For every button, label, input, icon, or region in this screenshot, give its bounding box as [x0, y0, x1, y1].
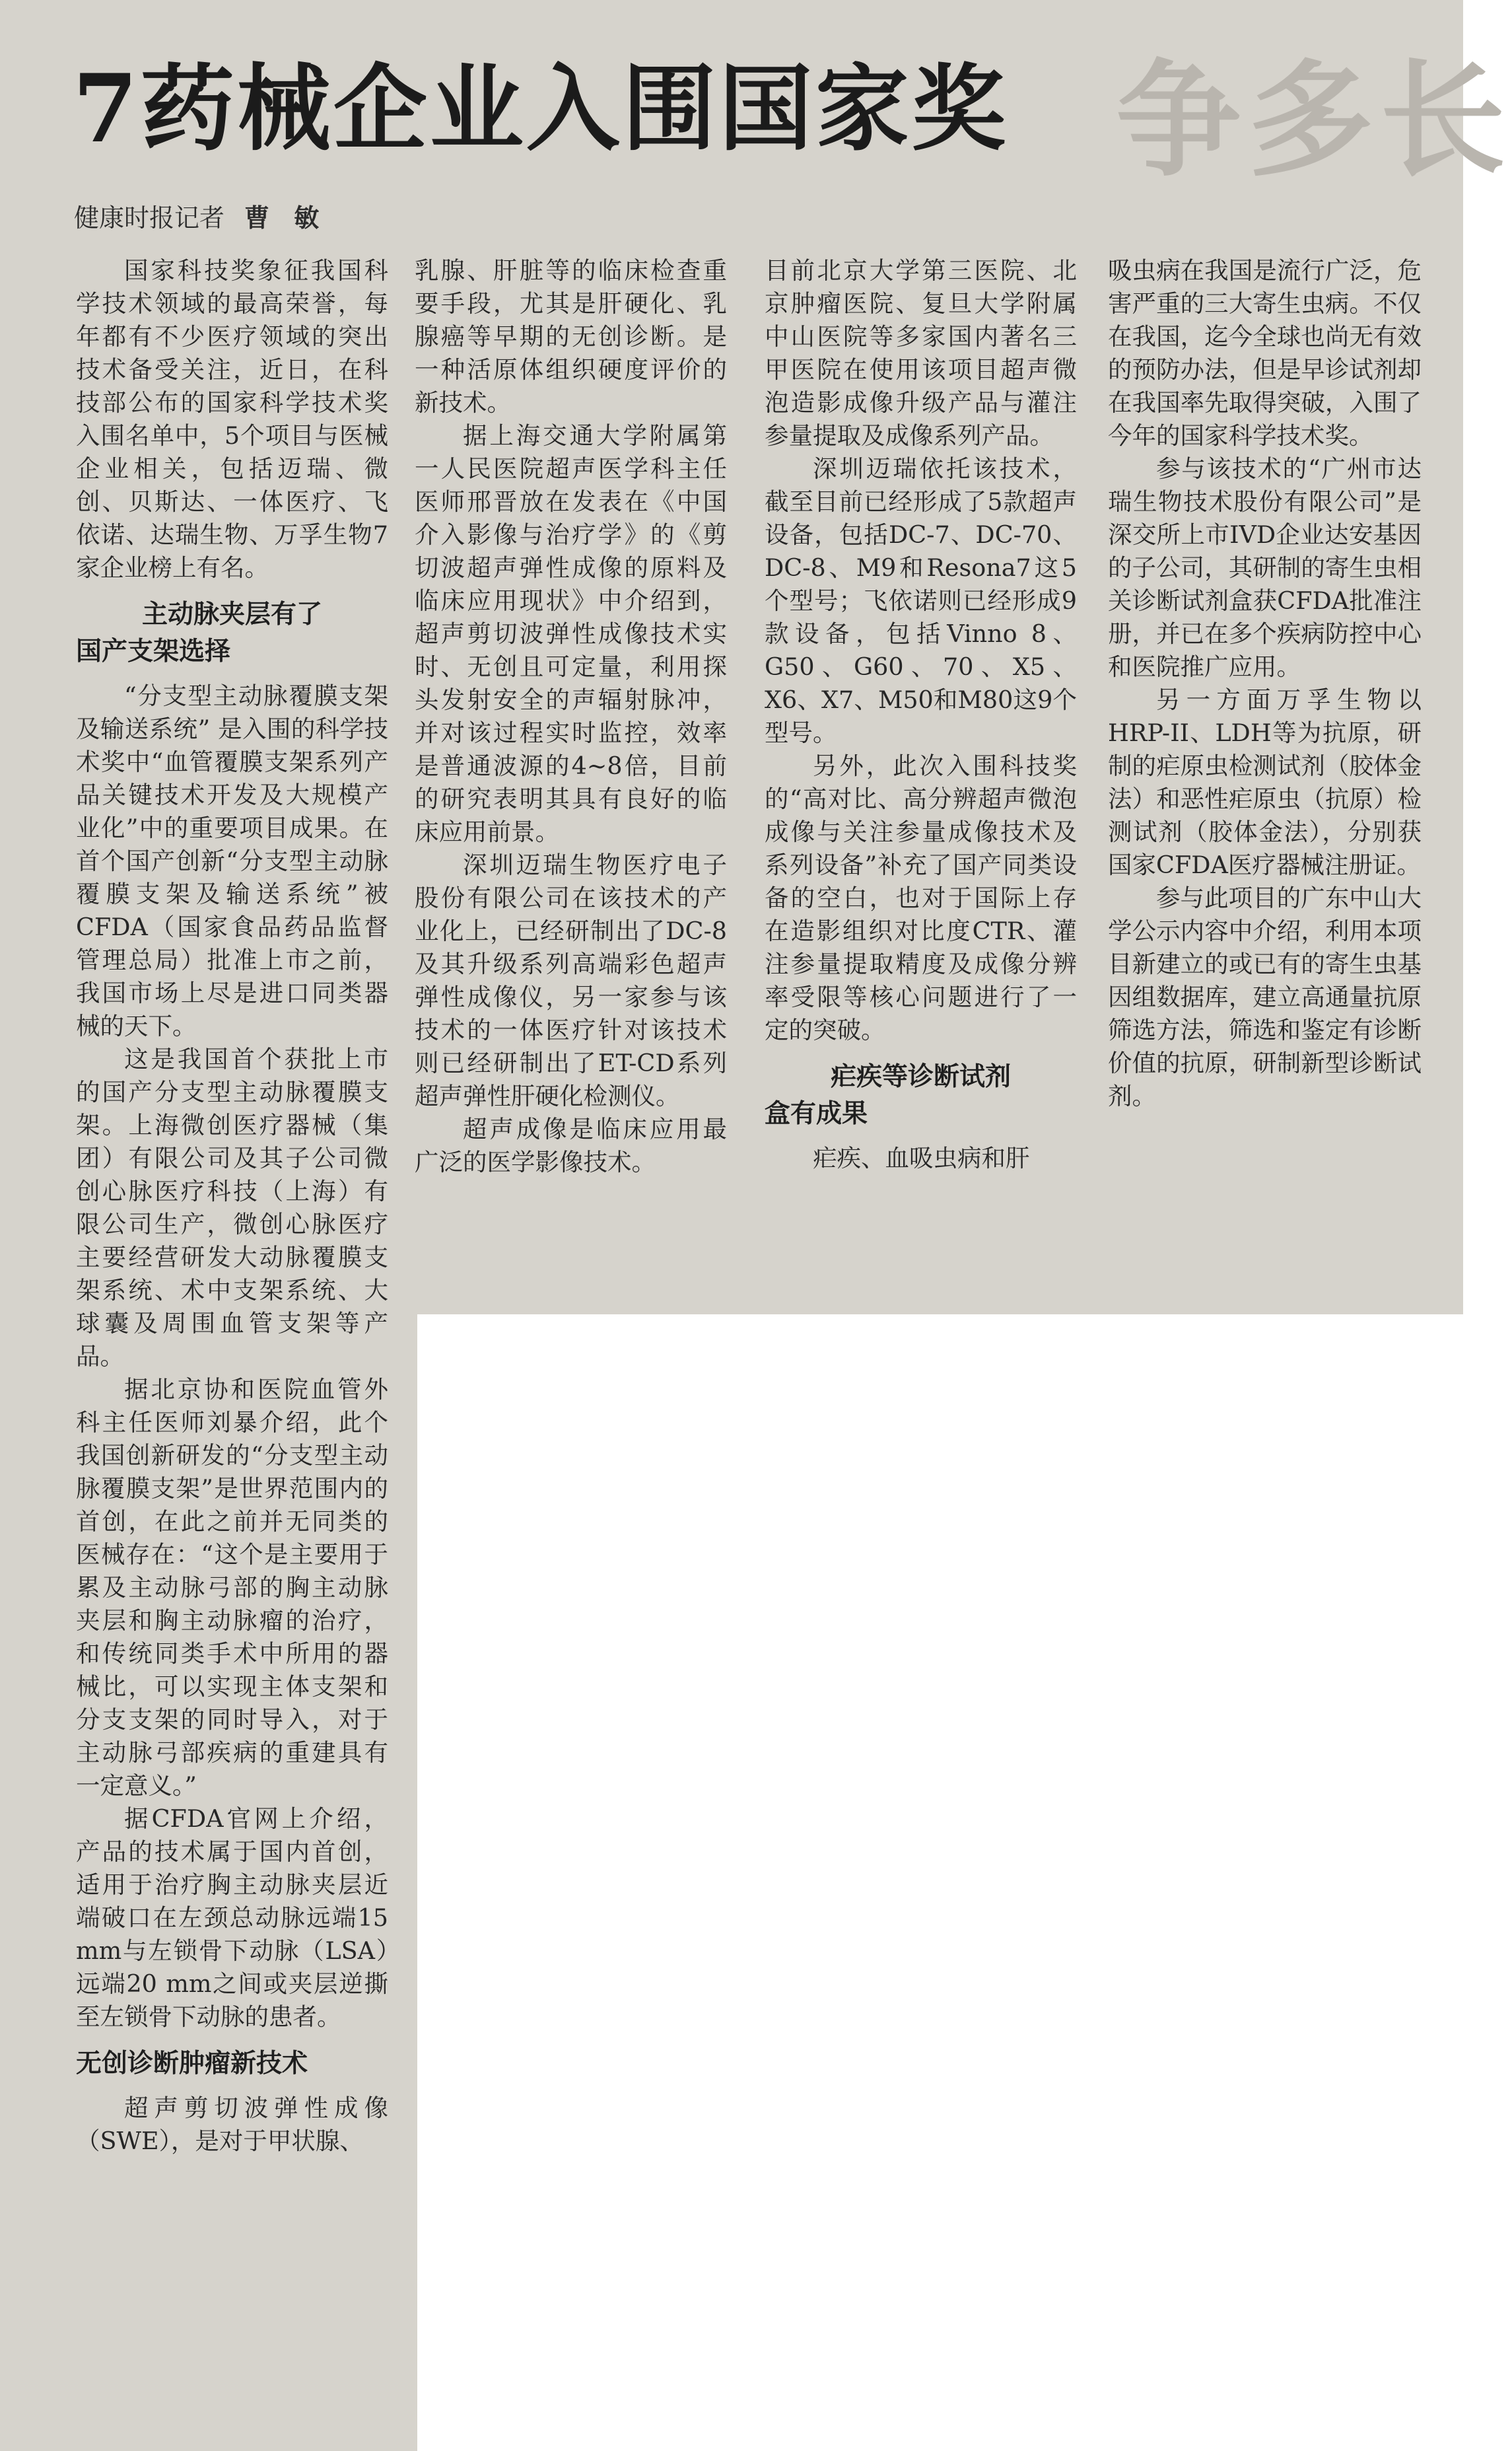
- paragraph: 国家科技奖象征我国科学技术领域的最高荣誉，每年都有不少医疗领域的突出技术备受关注，近日，在科技部公布的国家科学技术奖入围名单中，5个项目与医械企业相关，包括迈瑞、微创、贝斯达、一体医疗、飞依诺、达瑞生物、万孚生物7家企业榜上有名。: [76, 256, 388, 582]
- paragraph: 疟疾、血吸虫病和肝: [813, 1144, 1030, 1172]
- paragraph: 乳腺、肝脏等的临床检查重要手段，尤其是肝硬化、乳腺癌等早期的无创诊断。是一种活原体组织硬度评价的新技术。: [415, 256, 727, 417]
- paragraph: 超声剪切波弹性成像（SWE），是对于甲状腺、: [76, 2094, 388, 2155]
- paragraph: 超声成像是临床应用最广泛的医学影像技术。: [415, 1115, 727, 1176]
- subheading-noninvasive-diagnosis: 无创诊断肿瘤新技术: [76, 2049, 308, 2078]
- paragraph: 深圳迈瑞依托该技术，截至目前已经形成了5款超声设备，包括DC-7、DC-70、DC-8、M9和Resona7这5个型号；飞依诺则已经形成9款设备，包括Vinno 8、G50、G60、70、X5、X6、X7、M50和M80这9个型号。: [765, 454, 1077, 747]
- paragraph: 这是我国首个获批上市的国产分支型主动脉覆膜支架。上海微创医疗器械（集团）有限公司及其子公司微创心脉医疗科技（上海）有限公司生产，微创心脉医疗主要经营研发大动脉覆膜支架系统、术中支架系统、大球囊及周围血管支架等产品。: [76, 1045, 388, 1370]
- article-headline: 7药械企业入围国家奖: [73, 54, 1008, 164]
- paragraph: 另外，此次入围科技奖的“高对比、高分辨超声微泡成像与关注参量成像技术及系列设备”补充了国产同类设备的空白，也对于国际上存在造影组织对比度CTR、灌注参量提取精度及成像分辨率受限等核心问题进行了一定的突破。: [765, 752, 1077, 1044]
- article-column-1: [76, 254, 388, 2158]
- paragraph: “分支型主动脉覆膜支架及输送系统” 是入围的科学技术奖中“血管覆膜支架系列产品关键技术开发及大规模产业化”中的重要项目成果。在首个国产创新“分支型主动脉覆膜支架及输送系统”被CFDA（国家食品药品监督管理总局）批准上市之前，我国市场上尽是进口同类器械的天下。: [76, 682, 388, 1040]
- byline-author: 曹 敏: [244, 203, 327, 232]
- paragraph: 目前北京大学第三医院、北京肿瘤医院、复旦大学附属中山医院等多家国内著名三甲医院在使用该项目超声微泡造影成像升级产品与灌注参量提取及成像系列产品。: [765, 256, 1077, 450]
- paragraph: 另一方面万孚生物以HRP-II、LDH等为抗原，研制的疟原虫检测试剂（胶体金法）和恶性疟原虫（抗原）检测试剂（胶体金法），分别获国家CFDA医疗器械注册证。: [1108, 686, 1422, 879]
- adjacent-headline-bleed: 争多长: [1116, 46, 1512, 194]
- byline: [74, 199, 327, 236]
- paragraph: 据上海交通大学附属第一人民医院超声医学科主任医师邢晋放在发表在《中国介入影像与治疗学》的《剪切波超声弹性成像的原料及临床应用现状》中介绍到，超声剪切波弹性成像技术实时、无创且可定量，利用探头发射安全的声辐射脉冲，并对该过程实时监控，效率是普通波源的4~8倍，目前的研究表明其具有良好的临床应用前景。: [415, 421, 727, 846]
- paragraph: 深圳迈瑞生物医疗电子股份有限公司在该技术的产业化上，已经研制出了DC-8及其升级系列高端彩色超声弹性成像仪，另一家参与该技术的一体医疗针对该技术则已经研制出了ET-CD系列超声弹性肝硬化检测仪。: [415, 851, 727, 1110]
- paragraph: 参与此项目的广东中山大学公示内容中介绍，利用本项目新建立的或已有的寄生虫基因组数据库，建立高通量抗原筛选方法，筛选和鉴定有诊断价值的抗原，研制新型诊断试剂。: [1108, 884, 1422, 1110]
- article-column-3: [765, 254, 1077, 1175]
- paragraph: 据CFDA官网上介绍，产品的技术属于国内首创，适用于治疗胸主动脉夹层近端破口在左颈总动脉远端15 mm与左锁骨下动脉（LSA）远端20 mm之间或夹层逆撕至左锁骨下动脉的患者。: [76, 1804, 388, 2031]
- byline-role: 健康时报记者: [74, 203, 225, 232]
- paragraph: 据北京协和医院血管外科主任医师刘暴介绍，此个我国创新研发的“分支型主动脉覆膜支架”是世界范围内的首创，在此之前并无同类的医械存在：“这个是主要用于累及主动脉弓部的胸主动脉夹层和胸主动脉瘤的治疗，和传统同类手术中所用的器械比，可以实现主体支架和分支支架的同时导入，对于主动脉弓部疾病的重建具有一定意义。”: [76, 1375, 388, 1800]
- paragraph: 吸虫病在我国是流行广泛，危害严重的三大寄生虫病。不仅在我国，迄今全球也尚无有效的预防办法，但是早诊试剂却在我国率先取得突破，入围了今年的国家科学技术奖。: [1108, 256, 1422, 450]
- subheading-aortic-stent: 主动脉夹层有了 国产支架选择: [76, 600, 323, 666]
- article-column-2: [415, 254, 727, 1179]
- article-column-4: [1108, 254, 1422, 1113]
- paragraph: 参与该技术的“广州市达瑞生物技术股份有限公司”是深交所上市IVD企业达安基因的子公司，其研制的寄生虫相关诊断试剂盒获CFDA批准注册，并已在多个疾病防控中心和医院推广应用。: [1108, 454, 1422, 681]
- subheading-malaria-test-kits: 疟疾等诊断试剂 盒有成果: [765, 1062, 1012, 1129]
